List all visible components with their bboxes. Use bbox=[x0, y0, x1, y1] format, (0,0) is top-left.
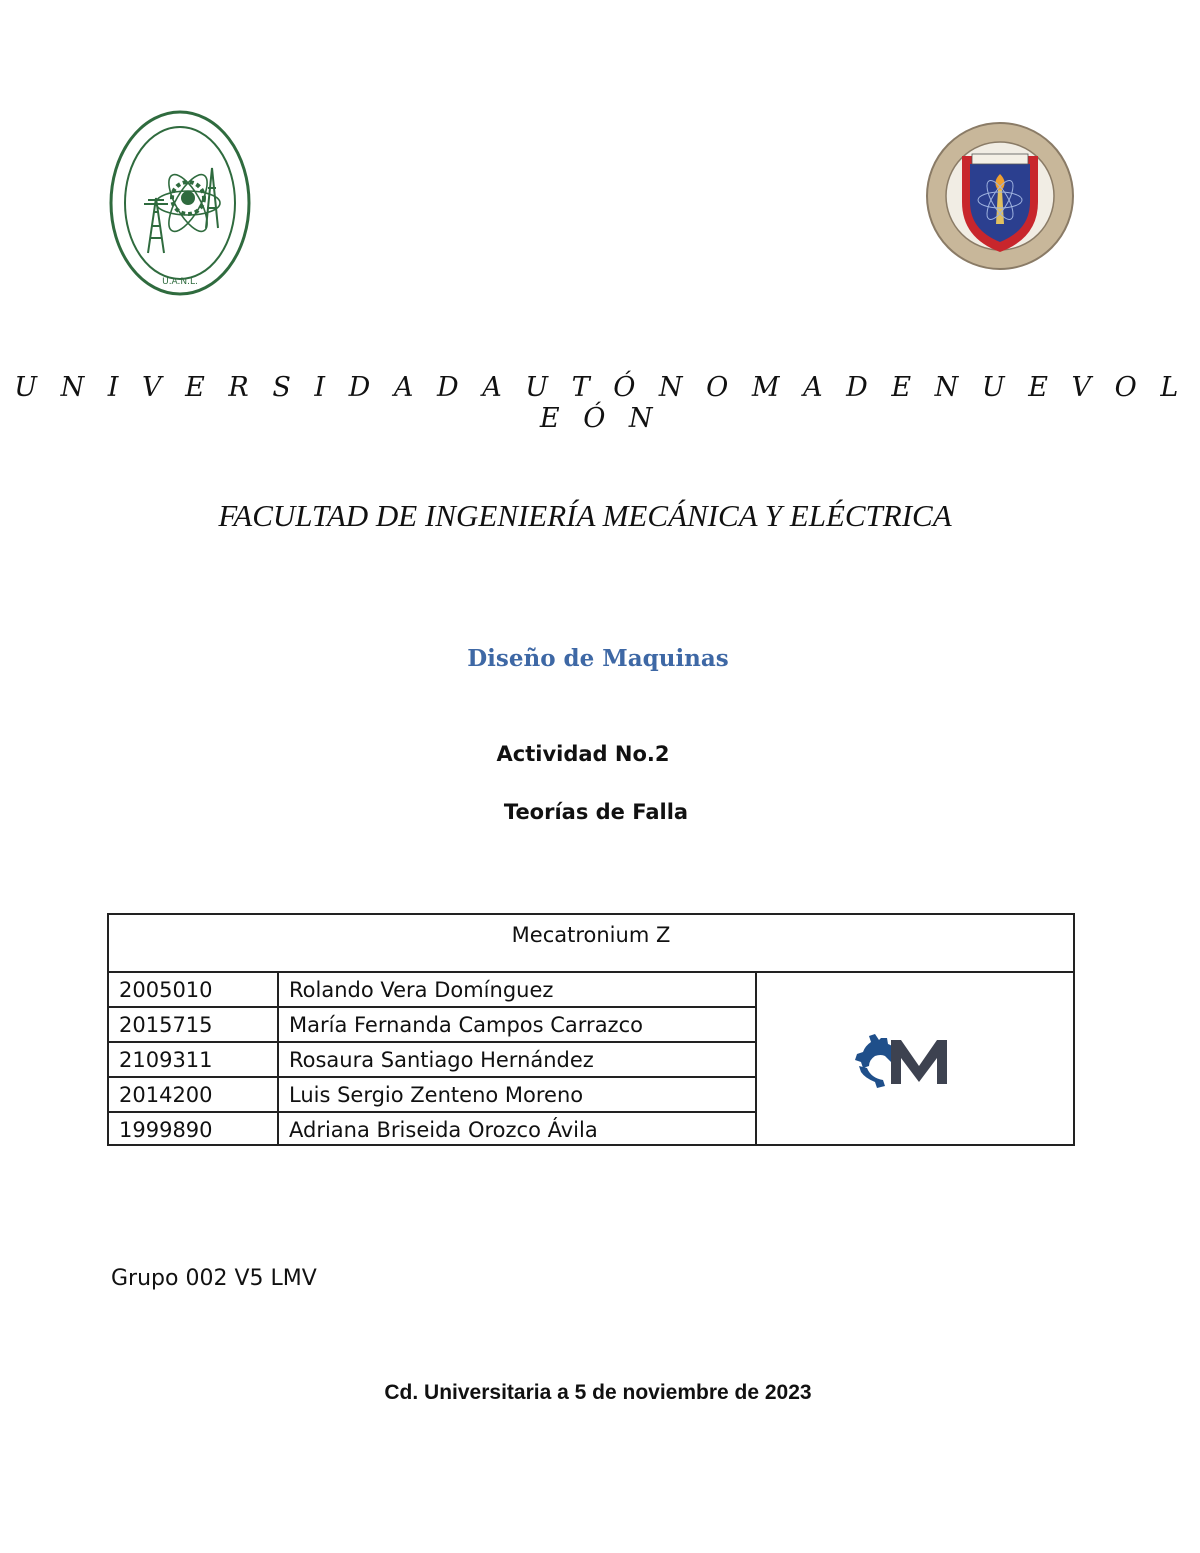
fime-logo-icon bbox=[108, 108, 253, 298]
member-name: Rosaura Santiago Hernández bbox=[289, 1048, 594, 1072]
fime-bottom-text: U.A.N.L. bbox=[162, 277, 198, 287]
table-row bbox=[109, 1078, 757, 1113]
member-name: María Fernanda Campos Carrazco bbox=[289, 1013, 643, 1037]
activity-label: Actividad No.2 bbox=[496, 742, 670, 766]
team-name: Mecatronium Z bbox=[109, 915, 1073, 973]
member-id: 1999890 bbox=[109, 1113, 279, 1146]
members-list bbox=[109, 973, 757, 1146]
table-row bbox=[109, 1113, 757, 1146]
table-row bbox=[109, 1008, 757, 1043]
member-name: Luis Sergio Zenteno Moreno bbox=[289, 1083, 584, 1107]
team-table bbox=[107, 913, 1075, 1146]
date-line: Cd. Universitaria a 5 de noviembre de 2023 bbox=[384, 1381, 812, 1404]
university-title: U N I V E R S I D A D A U T Ó N O M A D E N U E V O L E Ó N bbox=[14, 372, 1186, 434]
topic-label: Teorías de Falla bbox=[503, 800, 689, 824]
table-row bbox=[109, 1043, 757, 1078]
subject-title: Diseño de Maquinas bbox=[467, 645, 729, 672]
table-divider bbox=[755, 973, 757, 1144]
member-id: 2015715 bbox=[109, 1008, 279, 1041]
member-name: Adriana Briseida Orozco Ávila bbox=[289, 1118, 598, 1142]
member-id: 2014200 bbox=[109, 1078, 279, 1111]
group-label: Grupo 002 V5 LMV bbox=[111, 1266, 317, 1291]
member-id: 2005010 bbox=[109, 973, 279, 1006]
table-row bbox=[109, 973, 757, 1008]
member-id: 2109311 bbox=[109, 1043, 279, 1076]
member-name: Rolando Vera Domínguez bbox=[289, 978, 554, 1002]
uanl-seal-icon bbox=[922, 120, 1078, 272]
faculty-title: FACULTAD DE INGENIERÍA MECÁNICA Y ELÉCTRICA bbox=[218, 498, 952, 533]
mecatronium-logo-icon bbox=[851, 1032, 953, 1090]
